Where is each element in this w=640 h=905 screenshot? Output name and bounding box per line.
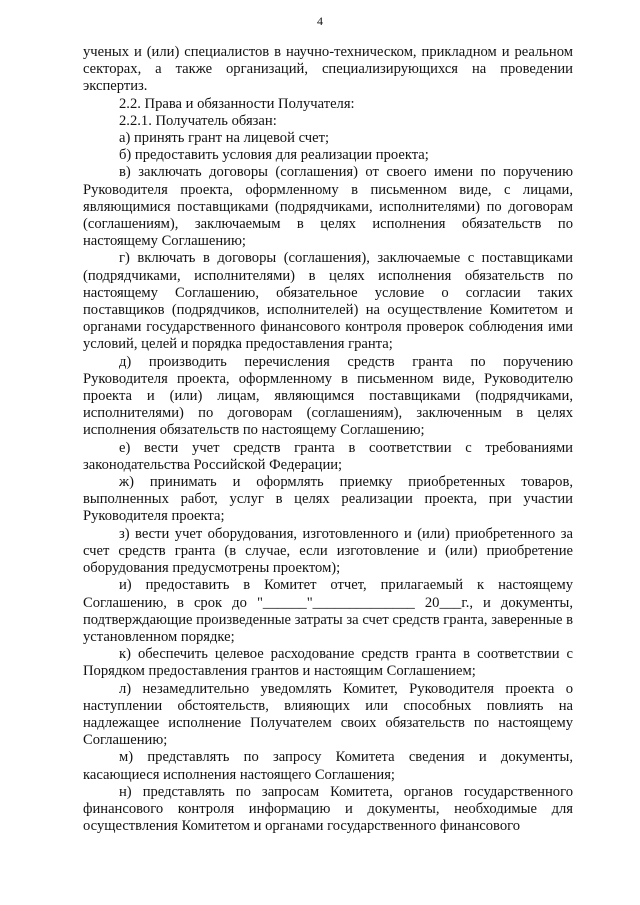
obligation-item-v: в) заключать договоры (соглашения) от своего имени по поручению Руководителя проекта, оформленному в письменном виде, с лицами, являющимися поставщиками (подрядчиками, исполнителями) по договорам (соглашениям), заключаемым в целях исполнения обязательств по настоящему Соглашению;: [83, 164, 573, 250]
page-number: 4: [317, 14, 323, 28]
obligation-item-a: а) принять грант на лицевой счет;: [119, 130, 329, 147]
obligation-item-n: н) представлять по запросам Комитета, органов государственного финансового контроля информацию и документы, необходимые для осуществления Комитетом и органами государственного финансового: [83, 783, 573, 835]
paragraph-intro-continuation: ученых и (или) специалистов в научно-техническом, прикладном и реальном секторах, а также организаций, специализирующихся на проведении экспертиз.: [83, 44, 573, 95]
obligation-item-e: е) вести учет средств гранта в соответствии с требованиями законодательства Российской Федерации;: [83, 439, 573, 473]
obligation-item-z: з) вести учет оборудования, изготовленного и (или) приобретенного за счет средств гранта (в случае, если изготовление и (или) приобретение оборудования предусмотрены проектом);: [83, 525, 573, 577]
obligation-item-k: к) обеспечить целевое расходование средств гранта в соответствии с Порядком предоставления грантов и настоящим Соглашением;: [83, 646, 573, 680]
obligation-item-d: д) производить перечисления средств гранта по поручению Руководителя проекта, оформленному в письменном виде, Руководителю проекта и (или) лицам, являющимся поставщиками (подрядчиками, исполнителями) по договорам (соглашениям), заключенным в целях исполнения обязательств по настоящему Соглашению;: [83, 353, 573, 439]
obligation-item-m: м) представлять по запросу Комитета сведения и документы, касающиеся исполнения настоящего Соглашения;: [83, 749, 573, 783]
obligation-item-b: б) предоставить условия для реализации проекта;: [119, 147, 429, 164]
obligation-item-g: г) включать в договоры (соглашения), заключаемые с поставщиками (подрядчиками, исполнителями) в целях исполнения обязательств по настоящему Соглашению, обязательное условие о согласии таких поставщиков (подрядчиков, исполнителей) на осуществление Комитетом и органами государственного финансового контроля проверок соблюдения ими условий, целей и порядка предоставления гранта;: [83, 250, 573, 353]
obligation-item-zh: ж) принимать и оформлять приемку приобретенных товаров, выполненных работ, услуг в целях реализации проекта, при участии Руководителя проекта;: [83, 474, 573, 525]
obligation-item-i: и) предоставить в Комитет отчет, прилагаемый к настоящему Соглашению, в срок до "______"______________ 20___г., и документы, подтверждающие произведенные затраты за счет средств гранта, заверенные в установленном порядке;: [83, 577, 573, 645]
document-body: [83, 44, 573, 835]
obligation-item-l: л) незамедлительно уведомлять Комитет, Руководителя проекта о наступлении обстоятельств, влияющих или способных повлиять на надлежащее исполнение Получателем своих обязательств по настоящему Соглашению;: [83, 680, 573, 749]
subsection-heading-2-2-1: 2.2.1. Получатель обязан:: [119, 112, 277, 129]
section-heading-2-2: 2.2. Права и обязанности Получателя:: [119, 95, 355, 112]
